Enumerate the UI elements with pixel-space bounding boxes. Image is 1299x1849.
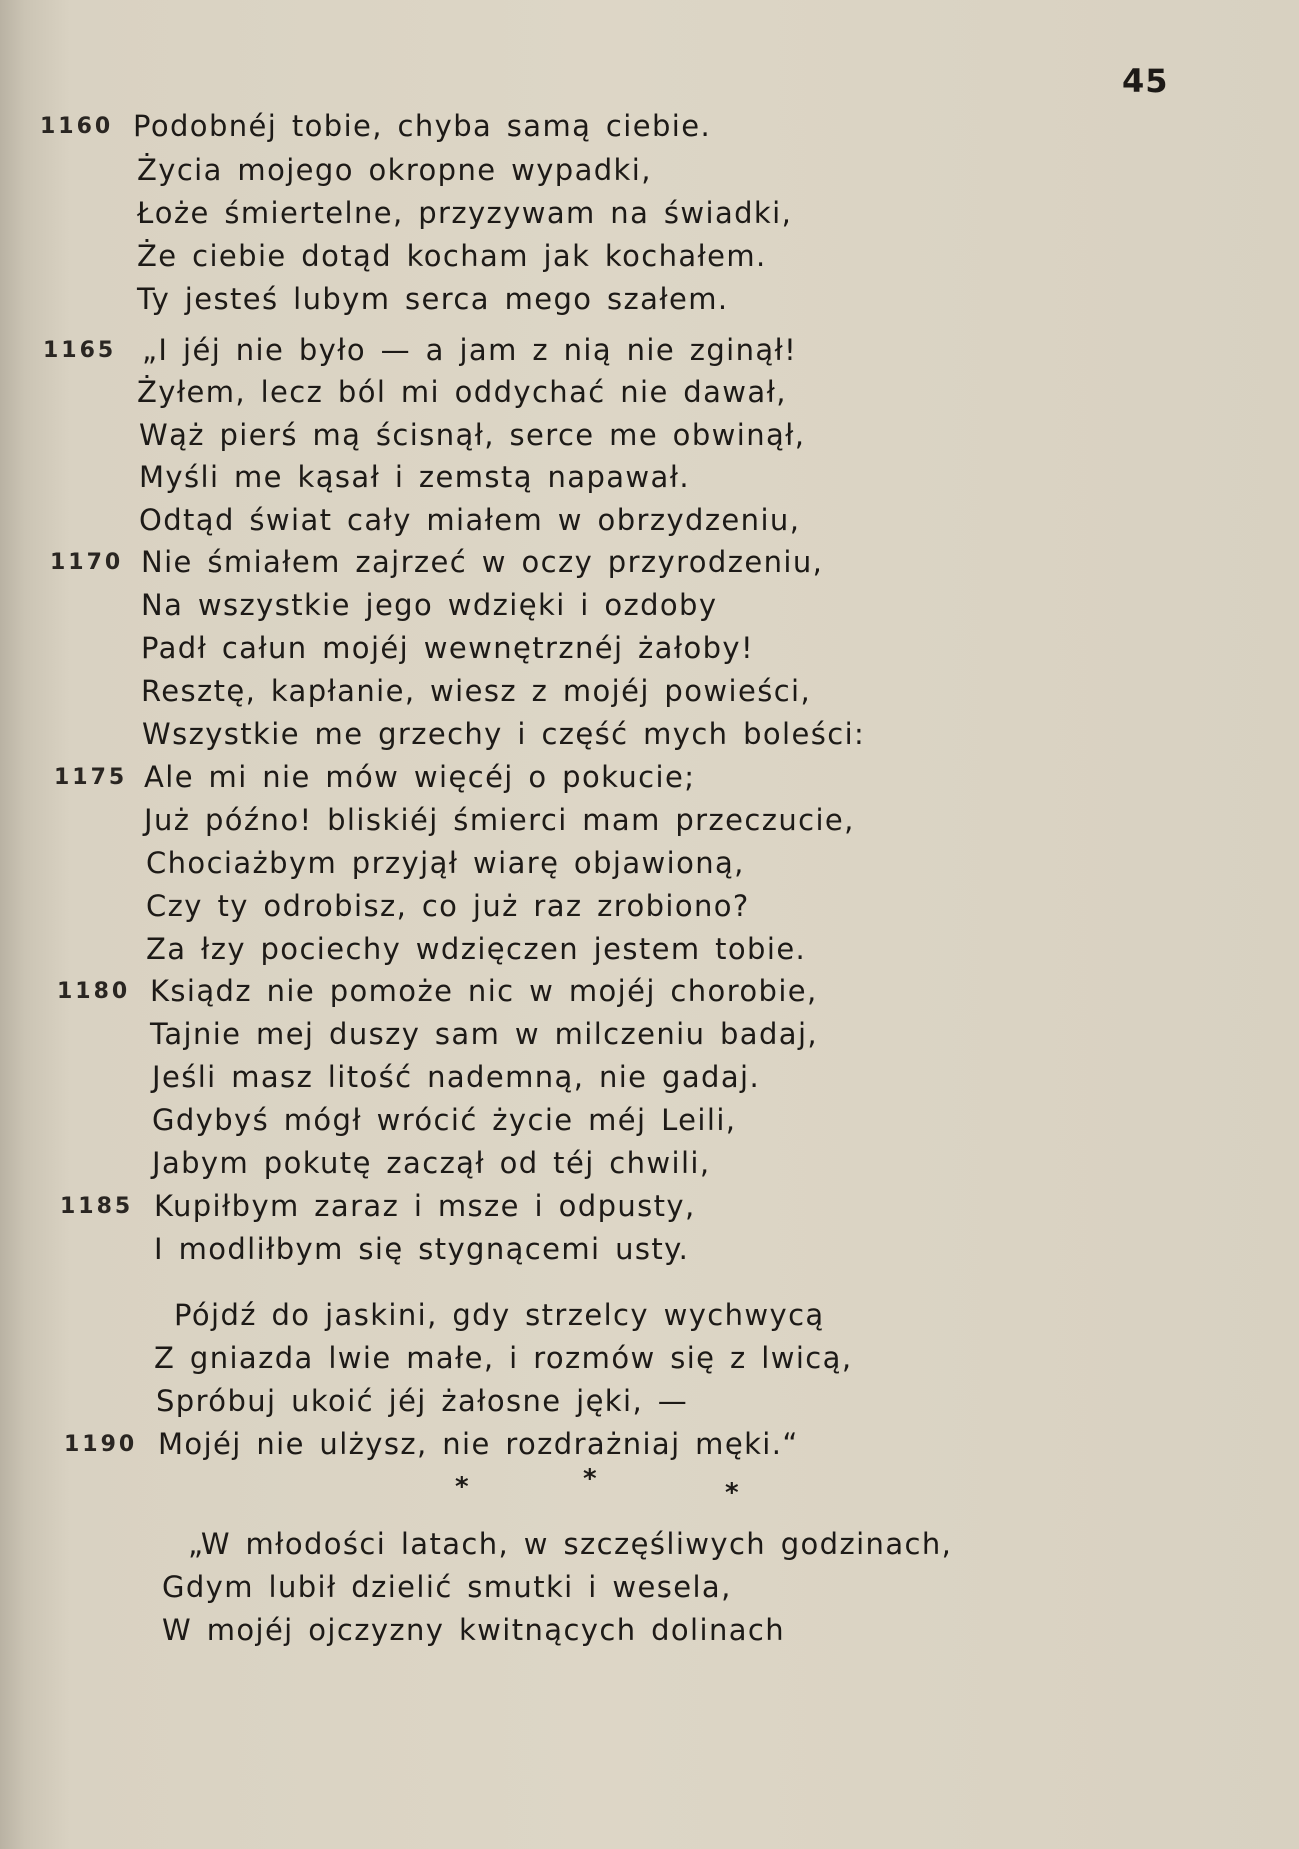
line-number: 1190 xyxy=(64,1432,138,1457)
verse-line xyxy=(0,542,1299,586)
verse-line xyxy=(0,372,1299,416)
verse-line xyxy=(0,1229,1299,1273)
asterism-star: * xyxy=(583,1464,597,1494)
verse-text: Żyłem, lecz ból mi oddychać nie dawał, xyxy=(137,375,787,409)
verse-line xyxy=(0,150,1299,194)
verse-line xyxy=(0,671,1299,715)
verse-text: Ty jesteś lubym serca mego szałem. xyxy=(137,282,729,316)
verse-text: Spróbuj ukoić jéj żałosne jęki, — xyxy=(156,1384,689,1418)
verse-text: Na wszystkie jego wdzięki i ozdoby xyxy=(141,588,718,622)
verse-text: Gdym lubił dzielić smutki i wesela, xyxy=(162,1570,732,1604)
verse-text: Kupiłbym zaraz i msze i odpusty, xyxy=(154,1189,696,1223)
verse-text: Pójdź do jaskini, gdy strzelcy wychwycą xyxy=(174,1298,825,1332)
verse-line xyxy=(0,1100,1299,1144)
verse-text: Z gniazda lwie małe, i rozmów się z lwicą, xyxy=(154,1341,853,1375)
verse-line xyxy=(0,1057,1299,1101)
section-break xyxy=(455,1464,755,1512)
verse-text: Wszystkie me grzechy i część mych boleści: xyxy=(142,717,866,751)
verse-line xyxy=(0,1567,1299,1611)
verse-line xyxy=(0,500,1299,544)
verse-text: Resztę, kapłanie, wiesz z mojéj powieści, xyxy=(141,674,812,708)
verse-line xyxy=(0,236,1299,280)
verse-line xyxy=(0,929,1299,973)
verse-line xyxy=(0,1338,1299,1382)
verse-line xyxy=(0,1186,1299,1230)
line-number: 1160 xyxy=(40,114,114,139)
page-number: 45 xyxy=(1122,62,1169,100)
verse-text: I modliłbym się stygnącemi usty. xyxy=(154,1232,690,1266)
verse-text: Myśli me kąsał i zemstą napawał. xyxy=(139,460,690,494)
line-number: 1185 xyxy=(60,1194,134,1219)
verse-text: W mojéj ojczyzny kwitnących dolinach xyxy=(162,1613,786,1647)
verse-line xyxy=(0,1143,1299,1187)
verse-line xyxy=(0,1295,1299,1339)
verse-text: Gdybyś mógł wrócić życie méj Leili, xyxy=(152,1103,737,1137)
verse-text: „I jéj nie było — a jam z nią nie zginął! xyxy=(142,333,798,367)
verse-line xyxy=(0,800,1299,844)
verse-text: Już późno! bliskiéj śmierci mam przeczucie, xyxy=(144,803,855,837)
verse-text: Życia mojego okropne wypadki, xyxy=(137,153,652,187)
verse-line xyxy=(0,585,1299,629)
verse-line xyxy=(0,193,1299,237)
verse-line xyxy=(0,1524,1299,1568)
verse-line xyxy=(0,971,1299,1015)
verse-text: Za łzy pociechy wdzięczen jestem tobie. xyxy=(146,932,807,966)
verse-line xyxy=(0,628,1299,672)
verse-line xyxy=(0,330,1299,374)
verse-line xyxy=(0,1381,1299,1425)
line-number: 1180 xyxy=(57,979,131,1004)
verse-line xyxy=(0,1610,1299,1654)
verse-text: Czy ty odrobisz, co już raz zrobiono? xyxy=(146,889,750,923)
verse-line xyxy=(0,279,1299,323)
verse-line xyxy=(0,415,1299,459)
verse-text: Chociażbym przyjął wiarę objawioną, xyxy=(146,846,745,880)
verse-text: Odtąd świat cały miałem w obrzydzeniu, xyxy=(139,503,801,537)
asterism-star: * xyxy=(455,1472,469,1502)
verse-text: Podobnéj tobie, chyba samą ciebie. xyxy=(133,109,712,143)
verse-line xyxy=(0,1424,1299,1468)
asterism-star: * xyxy=(725,1478,739,1508)
verse-line xyxy=(0,843,1299,887)
line-number: 1175 xyxy=(54,765,128,790)
verse-text: Padł całun mojéj wewnętrznéj żałoby! xyxy=(141,631,755,665)
verse-text: „W młodości latach, w szczęśliwych godzinach, xyxy=(188,1527,953,1561)
verse-line xyxy=(0,106,1299,150)
verse-text: Ale mi nie mów więcéj o pokucie; xyxy=(144,760,696,794)
verse-text: Jabym pokutę zaczął od téj chwili, xyxy=(152,1146,711,1180)
verse-line xyxy=(0,757,1299,801)
verse-text: Że ciebie dotąd kocham jak kochałem. xyxy=(137,239,767,273)
verse-text: Wąż pierś mą ścisnął, serce me obwinął, xyxy=(139,418,806,452)
line-number: 1170 xyxy=(50,550,124,575)
verse-text: Jeśli masz litość nademną, nie gadaj. xyxy=(152,1060,761,1094)
line-number: 1165 xyxy=(43,338,117,363)
verse-text: Nie śmiałem zajrzeć w oczy przyrodzeniu, xyxy=(141,545,824,579)
verse-text: Ksiądz nie pomoże nic w mojéj chorobie, xyxy=(150,974,818,1008)
verse-line xyxy=(0,714,1299,758)
verse-line xyxy=(0,457,1299,501)
verse-line xyxy=(0,886,1299,930)
verse-text: Mojéj nie ulżysz, nie rozdrażniaj męki.“ xyxy=(158,1427,799,1461)
verse-line xyxy=(0,1014,1299,1058)
verse-text: Łoże śmiertelne, przyzywam na świadki, xyxy=(137,196,793,230)
verse-text: Tajnie mej duszy sam w milczeniu badaj, xyxy=(150,1017,819,1051)
